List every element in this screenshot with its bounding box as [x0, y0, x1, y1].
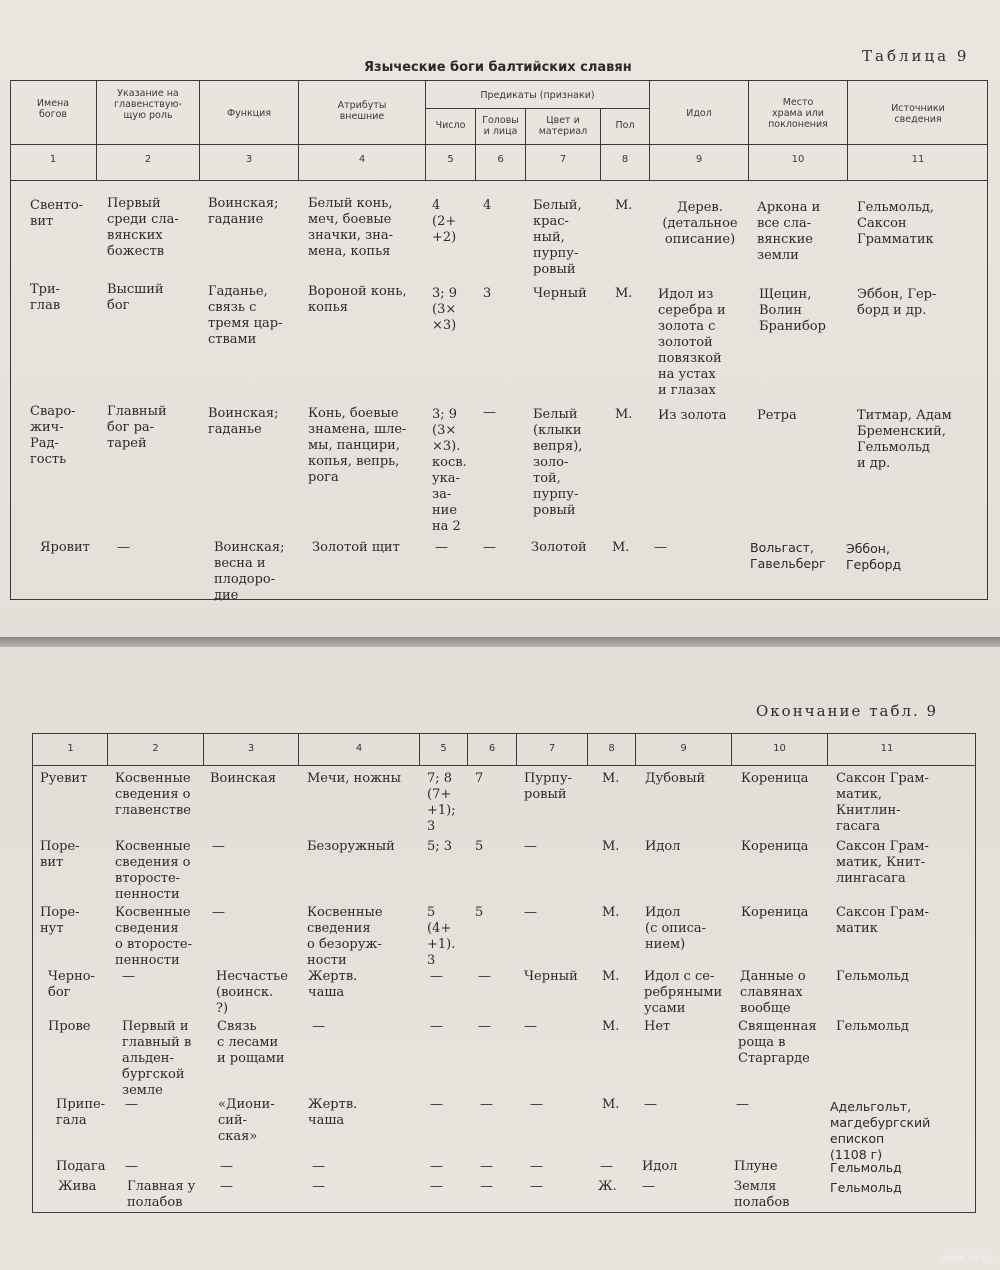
- cell-place: Земля полабов: [734, 1179, 790, 1210]
- col-number: 11: [911, 154, 925, 165]
- col-divider: [199, 80, 200, 180]
- col-number: 3: [247, 743, 255, 754]
- cell-name: Подага: [56, 1159, 106, 1174]
- cell-role: Косвенные сведения о второсте- пенности: [115, 905, 193, 968]
- cell-name: Черно- бог: [48, 969, 95, 1000]
- cell-role: Главный бог ра- тарей: [107, 404, 167, 451]
- cell-heads: 5: [475, 839, 484, 854]
- header-predicates: Предикаты (признаки): [480, 90, 595, 101]
- cell-place: Данные о славянах вообще: [740, 969, 806, 1016]
- header-divider: [10, 144, 988, 145]
- header-number: Число: [435, 120, 466, 131]
- cell-number: 5 (4+ +1). 3: [427, 905, 456, 968]
- cell-role: Косвенные сведения о главенстве: [115, 771, 191, 818]
- cell-attributes: Жертв. чаша: [308, 969, 358, 1000]
- col-number: 2: [144, 154, 152, 165]
- cell-sex: М.: [602, 1019, 620, 1034]
- cell-name: Яровит: [40, 540, 90, 555]
- cell-sex: М.: [602, 1097, 620, 1112]
- cell-name: Свенто- вит: [30, 198, 84, 229]
- cell-function: Гаданье, связь с тремя цар- ствами: [208, 284, 283, 347]
- cell-attributes: —: [312, 1179, 325, 1194]
- number-row-divider: [10, 180, 988, 181]
- cell-sources: Саксон Грам- матик, Книтлин- гасага: [836, 771, 929, 834]
- cell-sources: Эббон, Герборд: [846, 541, 902, 572]
- cell-place: Кореница: [741, 905, 809, 920]
- col-divider: [96, 80, 97, 180]
- watermark: www.ay.by: [941, 1253, 994, 1264]
- cell-idol: Идол из серебра и золота с золотой повязкой на устах и глазах: [658, 287, 726, 398]
- cell-role: Первый среди сла- вянских божеств: [107, 196, 179, 259]
- header-function: Функция: [226, 108, 272, 119]
- cell-number: 7; 8 (7+ +1); 3: [427, 771, 456, 834]
- header-sources: Источники сведения: [891, 103, 945, 125]
- cell-function: Воинская; гадание: [208, 196, 279, 227]
- cell-number: —: [435, 540, 448, 555]
- cell-attributes: Мечи, ножны: [307, 771, 401, 786]
- cell-heads: 7: [475, 771, 484, 786]
- cell-number: 3; 9 (3× ×3): [432, 286, 458, 333]
- cell-sources: Титмар, Адам Бременский, Гельмольд и др.: [857, 408, 952, 471]
- cell-sex: Ж.: [598, 1179, 617, 1194]
- header-attributes: Атрибуты внешние: [337, 100, 387, 122]
- cell-color: —: [530, 1097, 543, 1112]
- cell-attributes: Золотой щит: [312, 540, 400, 555]
- cell-number: —: [430, 969, 443, 984]
- cell-place: Кореница: [741, 771, 809, 786]
- cell-sources: Саксон Грам- матик, Книт- лингасага: [836, 839, 929, 886]
- cell-color: —: [524, 839, 537, 854]
- cell-heads: —: [480, 1179, 493, 1194]
- cell-attributes: Косвенные сведения о безоруж- ности: [307, 905, 383, 968]
- cell-name: Прове: [48, 1019, 91, 1034]
- cell-idol: —: [644, 1097, 657, 1112]
- cell-place: Аркона и все сла- вянские земли: [757, 200, 821, 263]
- cell-sources: Гельмольд, Саксон Грамматик: [857, 200, 935, 247]
- cell-sources: Гельмольд: [836, 1019, 909, 1034]
- cell-idol: Из золота: [658, 408, 727, 423]
- header-role: Указание на главенствую- щую роль: [114, 88, 182, 121]
- cell-name: Сваро- жич- Рад- гость: [30, 404, 76, 467]
- cell-idol: Идол: [642, 1159, 678, 1174]
- cell-sex: —: [600, 1159, 613, 1174]
- cell-color: Белый (клыки вепря), золо- той, пурпу- ровый: [533, 407, 583, 518]
- cell-color: —: [524, 905, 537, 920]
- page-bottom: [0, 647, 1000, 1270]
- cell-name: Жива: [58, 1179, 97, 1194]
- cell-role: —: [125, 1159, 138, 1174]
- cell-name: Поре- вит: [40, 839, 80, 870]
- page-gutter: [0, 637, 1000, 647]
- cell-attributes: Вороной конь, копья: [308, 284, 407, 315]
- cell-heads: 4: [483, 198, 492, 213]
- col-number: 7: [548, 743, 556, 754]
- col-number: 7: [559, 154, 567, 165]
- header-place: Место храма или поклонения: [768, 97, 828, 130]
- cell-number: —: [430, 1159, 443, 1174]
- col-number: 9: [680, 743, 687, 754]
- cell-function: —: [220, 1159, 233, 1174]
- col-divider: [649, 80, 650, 180]
- cell-sex: М.: [602, 905, 620, 920]
- cell-function: «Диони- сий- ская»: [218, 1097, 275, 1144]
- col-number: 1: [49, 154, 57, 165]
- col-divider: [847, 80, 848, 180]
- cell-sources: Гельмольд: [830, 1180, 902, 1195]
- cell-color: Пурпу- ровый: [524, 771, 573, 802]
- cell-function: —: [212, 839, 225, 854]
- cell-sources: Гельмольд: [836, 969, 909, 984]
- cell-attributes: Жертв. чаша: [308, 1097, 358, 1128]
- cell-place: Щецин, Волин Бранибор: [759, 287, 826, 334]
- cell-name: Поре- нут: [40, 905, 80, 936]
- col-number: 4: [358, 154, 366, 165]
- col-number: 2: [152, 743, 159, 754]
- cell-role: —: [122, 969, 135, 984]
- cell-sex: М.: [602, 771, 620, 786]
- cell-sex: М.: [615, 407, 633, 422]
- cell-name: Три- глав: [30, 282, 61, 313]
- cell-place: Вольгаст, Гавельберг: [750, 540, 826, 571]
- col-number: 6: [488, 743, 496, 754]
- cell-heads: 5: [475, 905, 484, 920]
- header-heads: Головы и лица: [482, 115, 519, 137]
- col-divider: [748, 80, 749, 180]
- cell-heads: —: [480, 1097, 493, 1112]
- cell-number: —: [430, 1019, 443, 1034]
- col-number: 8: [608, 743, 615, 754]
- cell-heads: —: [483, 540, 496, 555]
- cell-idol: Дубовый: [645, 771, 706, 786]
- cell-sources: Гельмольд: [830, 1160, 902, 1175]
- predicates-divider: [425, 108, 649, 109]
- col-number: 5: [447, 154, 454, 165]
- cell-place: Плуне: [734, 1159, 778, 1174]
- cell-role: Первый и главный в альден- бургской земле: [122, 1019, 192, 1098]
- col-number: 5: [440, 743, 447, 754]
- col-divider: [600, 108, 601, 180]
- cell-sources: Эббон, Гер- борд и др.: [857, 287, 937, 318]
- cell-role: —: [117, 540, 130, 555]
- cell-number: 4 (2+ +2): [432, 198, 457, 245]
- table-continuation-label: Окончание табл. 9: [756, 702, 939, 720]
- cell-idol: Идол: [645, 839, 681, 854]
- cell-idol: Дерев. (детальное описание): [662, 200, 738, 247]
- table-title: Языческие боги балтийских славян: [364, 60, 632, 75]
- cell-number: —: [430, 1179, 443, 1194]
- col-number: 1: [67, 743, 74, 754]
- cell-function: Несчастье (воинск. ?): [216, 969, 288, 1016]
- cell-sex: М.: [602, 839, 620, 854]
- cell-function: Связь с лесами и рощами: [217, 1019, 285, 1066]
- cell-function: Воинская; гаданье: [208, 406, 279, 437]
- col-number: 6: [497, 154, 504, 165]
- cell-idol: Нет: [644, 1019, 671, 1034]
- cell-color: —: [530, 1159, 543, 1174]
- cell-heads: 3: [483, 286, 492, 301]
- cell-role: Главная у полабов: [127, 1179, 196, 1210]
- cell-color: Белый, крас- ный, пурпу- ровый: [533, 198, 582, 277]
- cell-color: Золотой: [531, 540, 587, 555]
- cell-color: Черный: [533, 286, 587, 301]
- header-color: Цвет и материал: [538, 115, 588, 137]
- cell-heads: —: [478, 969, 491, 984]
- cell-color: Черный: [524, 969, 578, 984]
- cell-place: Ретра: [757, 408, 797, 423]
- table-label: Таблица 9: [862, 47, 970, 65]
- cell-attributes: Белый конь, меч, боевые значки, зна- мена, копья: [308, 196, 394, 259]
- cell-idol: Идол с се- ребряными усами: [644, 969, 723, 1016]
- cell-role: —: [125, 1097, 138, 1112]
- cell-number: 3; 9 (3× ×3). косв. ука- за- ние на 2: [432, 407, 467, 534]
- col-divider: [298, 80, 299, 180]
- cell-color: —: [524, 1019, 537, 1034]
- cell-sources: Саксон Грам- матик: [836, 905, 929, 936]
- number-row-divider: [32, 765, 976, 766]
- col-number: 3: [245, 154, 253, 165]
- cell-place: —: [736, 1097, 749, 1112]
- cell-heads: —: [478, 1019, 491, 1034]
- cell-function: Воинская; весна и плодоро- дие: [214, 540, 285, 603]
- cell-number: —: [430, 1097, 443, 1112]
- cell-idol: Идол (с описа- нием): [645, 905, 707, 952]
- col-number: 4: [355, 743, 363, 754]
- cell-attributes: —: [312, 1159, 325, 1174]
- header-sex: Пол: [615, 120, 635, 131]
- cell-attributes: —: [312, 1019, 325, 1034]
- cell-place: Священная роща в Старгарде: [738, 1019, 817, 1066]
- cell-place: Кореница: [741, 839, 809, 854]
- col-number: 10: [791, 154, 805, 165]
- cell-role: Высший бог: [107, 282, 164, 313]
- cell-sex: М.: [615, 286, 633, 301]
- cell-number: 5; 3: [427, 839, 453, 854]
- cell-sex: М.: [615, 198, 633, 213]
- cell-sex: М.: [612, 540, 630, 555]
- cell-color: —: [530, 1179, 543, 1194]
- col-number: 11: [880, 743, 894, 754]
- col-number: 8: [621, 154, 629, 165]
- cell-role: Косвенные сведения о второсте- пенности: [115, 839, 191, 902]
- col-number: 10: [773, 743, 786, 754]
- cell-function: —: [220, 1179, 233, 1194]
- cell-function: Воинская: [210, 771, 277, 786]
- cell-heads: —: [483, 405, 496, 420]
- cell-sex: М.: [602, 969, 620, 984]
- cell-idol: —: [654, 540, 667, 555]
- cell-attributes: Конь, боевые знамена, шле- мы, панцири, копья, вепрь, рога: [308, 406, 407, 485]
- cell-attributes: Безоружный: [307, 839, 395, 854]
- header-idol: Идол: [686, 108, 712, 119]
- col-number: 9: [695, 154, 703, 165]
- cell-heads: —: [480, 1159, 493, 1174]
- cell-idol: —: [642, 1179, 655, 1194]
- cell-name: Руевит: [40, 771, 88, 786]
- cell-name: Припе- гала: [56, 1097, 106, 1128]
- cell-sources: Адельгольт, магдебургский епископ (1108 г): [830, 1099, 931, 1162]
- header-names: Имена богов: [36, 98, 70, 120]
- cell-function: —: [212, 905, 225, 920]
